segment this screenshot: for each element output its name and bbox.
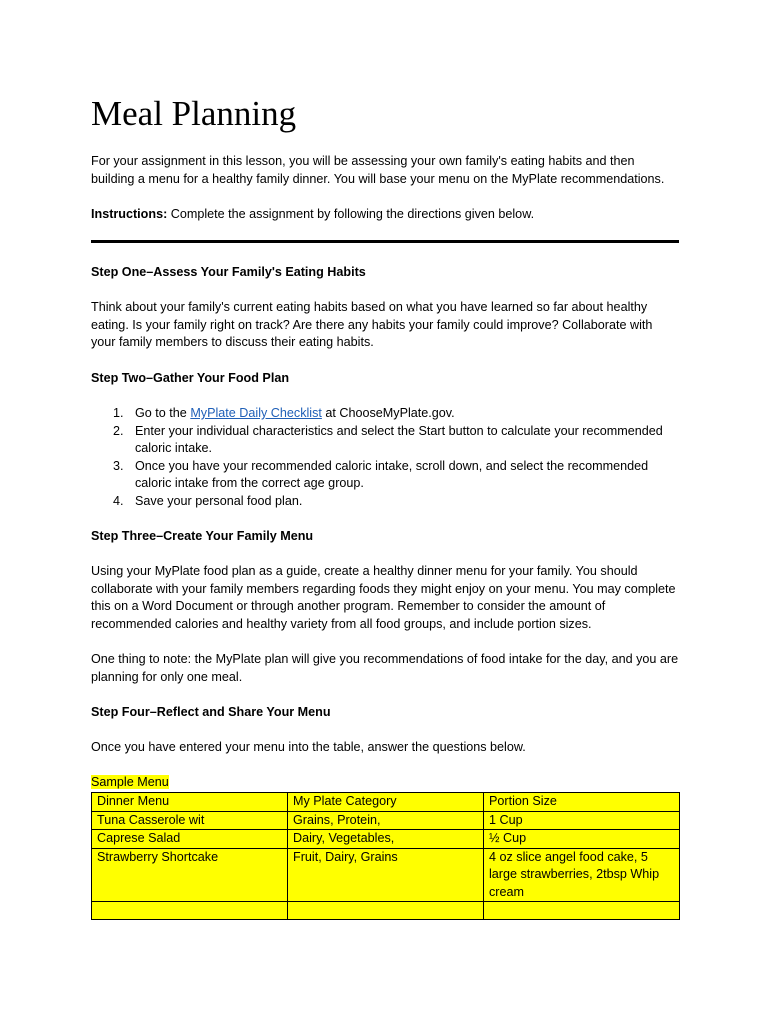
step-one-heading: Step One–Assess Your Family's Eating Habits: [91, 265, 366, 279]
sample-menu-label-row: [91, 774, 679, 792]
table-cell[interactable]: 1 Cup: [484, 811, 680, 830]
instructions-label: Instructions:: [91, 207, 168, 221]
table-cell[interactable]: Caprese Salad: [92, 830, 288, 849]
table-cell[interactable]: [484, 902, 680, 920]
list-item-number: 3.: [113, 458, 124, 473]
table-cell[interactable]: [288, 902, 484, 920]
list-item: [91, 458, 679, 493]
list-item-text: Go to the: [135, 406, 191, 420]
horizontal-divider: [91, 240, 679, 243]
instructions-paragraph: [91, 206, 679, 224]
page-title: Meal Planning: [91, 94, 297, 133]
step-two-list: [91, 405, 679, 510]
table-cell[interactable]: Dairy, Vegetables,: [288, 830, 484, 849]
table-header-row: [92, 793, 680, 812]
instructions-text: Complete the assignment by following the directions given below.: [167, 207, 535, 221]
step-three-heading: Step Three–Create Your Family Menu: [91, 529, 314, 543]
table-row: [92, 811, 680, 830]
list-item-text: at ChooseMyPlate.gov.: [321, 406, 455, 420]
list-item: [91, 493, 679, 511]
step-three-note: One thing to note: the MyPlate plan will give you recommendations of food intake for the day, and you are planning for only one meal.: [91, 652, 679, 684]
list-item-text: Enter your individual characteristics and select the Start button to calculate your recommended caloric intake.: [135, 423, 663, 455]
table-header-cell: Portion Size: [484, 793, 680, 812]
list-item-number: 1.: [113, 406, 124, 420]
list-item: [91, 405, 679, 423]
list-item-text: Save your personal food plan.: [135, 493, 303, 508]
list-item-text: Once you have your recommended caloric intake, scroll down, and select the recommended caloric intake from the correct age group.: [135, 458, 649, 490]
table-cell[interactable]: Tuna Casserole wit: [92, 811, 288, 830]
myplate-checklist-link[interactable]: MyPlate Daily Checklist: [190, 406, 322, 420]
step-two-heading: Step Two–Gather Your Food Plan: [91, 371, 290, 385]
table-cell[interactable]: Fruit, Dairy, Grains: [288, 848, 484, 902]
table-row: [92, 902, 680, 920]
table-row: [92, 830, 680, 849]
table-cell[interactable]: 4 oz slice angel food cake, 5 large strawberries, 2tbsp Whip cream: [484, 848, 680, 902]
list-item: [91, 423, 679, 458]
sample-menu-label: Sample Menu: [91, 775, 169, 789]
step-three-body: Using your MyPlate food plan as a guide, create a healthy dinner menu for your family. You should collaborate with your family members regarding foods they might enjoy on your menu. You may complete this on a Word Document or through another program. Remember to consider the amount of recommended calories and healthy variety from all food groups, and include portion sizes.: [91, 564, 676, 631]
table-header-cell: My Plate Category: [288, 793, 484, 812]
list-item-number: 4.: [113, 493, 124, 508]
list-item-number: 2.: [113, 423, 124, 438]
table-cell[interactable]: ½ Cup: [484, 830, 680, 849]
sample-menu-table: [91, 792, 680, 920]
table-row: [92, 848, 680, 902]
step-four-heading: Step Four–Reflect and Share Your Menu: [91, 705, 331, 719]
table-header-cell: Dinner Menu: [92, 793, 288, 812]
step-one-body: Think about your family's current eating habits based on what you have learned so far about healthy eating. Is your family right on track? Are there any habits your family could improve? Collaborate with your family members to discuss their eating habits.: [91, 300, 653, 349]
table-cell[interactable]: [92, 902, 288, 920]
step-four-body: Once you have entered your menu into the table, answer the questions below.: [91, 740, 526, 754]
table-cell[interactable]: Grains, Protein,: [288, 811, 484, 830]
table-cell[interactable]: Strawberry Shortcake: [92, 848, 288, 902]
intro-paragraph: For your assignment in this lesson, you will be assessing your own family's eating habits and then building a menu for a healthy family dinner. You will base your menu on the MyPlate recommendations.: [91, 154, 665, 186]
